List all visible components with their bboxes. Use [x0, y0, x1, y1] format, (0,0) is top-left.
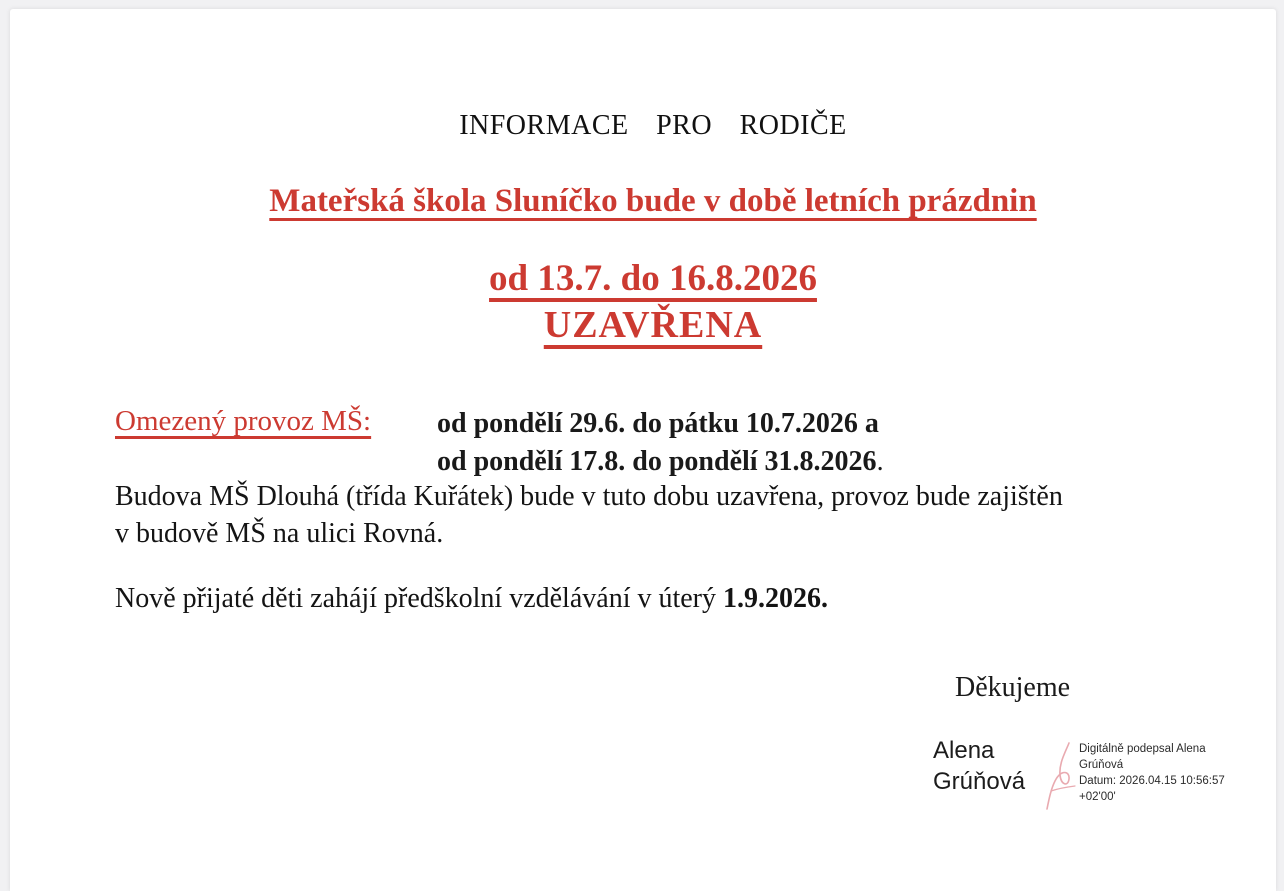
new-children-paragraph: Nově přijaté děti zahájí předškolní vzdělávání v úterý 1.9.2026. [115, 583, 829, 614]
closed-word: UZAVŘENA [543, 304, 763, 346]
limited-operation-line2: od pondělí 17.8. do pondělí 31.8.2026. [437, 446, 884, 477]
closure-date-range: od 13.7. do 16.8.2026 [489, 258, 817, 299]
signature-name-line1: Alena [933, 737, 995, 764]
signature-name-line2: Grúňová [933, 768, 1026, 795]
limited-operation-section [115, 405, 884, 481]
signature-details [1079, 735, 1225, 805]
signature-name [933, 735, 1045, 797]
notice-page [10, 9, 1276, 891]
signature-flourish-icon [1045, 739, 1079, 818]
building-info-line1: Budova MŠ Dlouhá (třída Kuřátek) bude v tuto dobu uzavřena, provoz bude zajištěn [115, 481, 1063, 512]
thanks-text: Děkujeme [955, 672, 1071, 703]
limited-operation-line2-period: . [876, 446, 884, 477]
digital-signature [933, 735, 1225, 818]
limited-operation-label: Omezený provoz MŠ: [115, 405, 372, 437]
signature-details-line2: Grúňová [1079, 759, 1124, 771]
signature-details-line4: +02'00' [1079, 791, 1116, 803]
signature-details-line1: Digitálně podepsal Alena [1079, 743, 1206, 755]
page-title: INFORMACE PRO RODIČE [459, 110, 847, 141]
building-info-line2: v budově MŠ na ulici Rovná. [115, 518, 444, 549]
limited-operation-dates [437, 405, 884, 481]
limited-operation-line1: od pondělí 29.6. do pátku 10.7.2026 a [437, 408, 879, 439]
headline-closure: Mateřská škola Sluníčko bude v době letních prázdnin [269, 183, 1037, 219]
building-info-paragraph [115, 478, 1063, 552]
school-start-date: 1.9.2026. [723, 583, 829, 614]
signature-details-line3: Datum: 2026.04.15 10:56:57 [1079, 775, 1225, 787]
